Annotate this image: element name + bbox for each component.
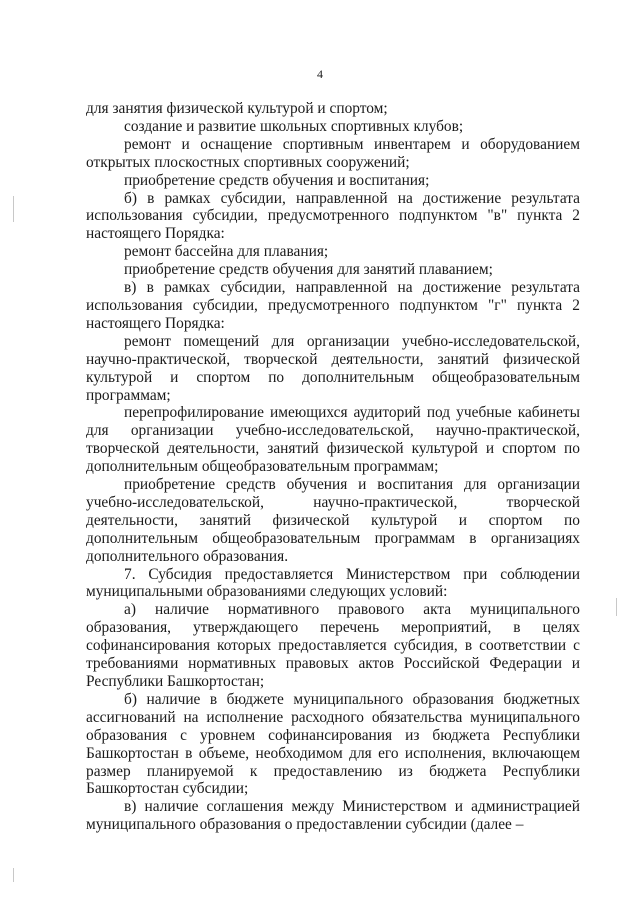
paragraph: создание и развитие школьных спортивных клубов; bbox=[124, 117, 464, 135]
paragraph: ремонт и оснащение спортивным инвентарем и оборудованием открытых плоскостных спортивных сооружений; bbox=[86, 135, 580, 171]
paragraph: в) наличие соглашения между Министерством и администрацией муниципального образования о предоставлении субсидии (далее – bbox=[86, 798, 580, 834]
paragraph: ремонт бассейна для плавания; bbox=[124, 243, 329, 261]
paragraph: б) в рамках субсидии, направленной на достижение результата использования субсидии, предусмотренного подпунктом "в" пункта 2 настоящего Порядка: bbox=[86, 189, 580, 243]
paragraph: б) наличие в бюджете муниципального образования бюджетных ассигнований на исполнение расходного обязательства муниципального образования с уровнем софинансирования из бюджета Республики Башкортостан в объеме, необходимом для его исполнения, включающем размер планируемой к предоставлению из бюджета Республики Башкортостан субсидии; bbox=[86, 690, 580, 798]
paragraph: а) наличие нормативного правового акта муниципального образования, утверждающего перечень мероприятий, в целях софинансирования которых предоставляется субсидия, в соответствии с требованиями нормативных правовых актов Российской Федерации и Республики Башкортостан; bbox=[86, 601, 580, 690]
paragraph-continuation: для занятия физической культурой и спортом; bbox=[86, 100, 388, 117]
document-body bbox=[86, 100, 580, 834]
paragraph: приобретение средств обучения и воспитания для организации учебно-исследовательской, научно-практической, творческой деятельности, занятий физической культурой и спортом по дополнительным общеобразовательным программам в организациях дополнительного образования. bbox=[86, 476, 580, 565]
paragraph: в) в рамках субсидии, направленной на достижение результата использования субсидии, предусмотренного подпунктом "г" пункта 2 настоящего Порядка: bbox=[86, 279, 580, 332]
page-number: 4 bbox=[317, 67, 323, 81]
margin-mark-right bbox=[616, 598, 617, 616]
margin-mark-left bbox=[13, 196, 14, 222]
margin-mark-left-bottom bbox=[13, 868, 14, 882]
paragraph: приобретение средств обучения и воспитания; bbox=[124, 171, 430, 189]
paragraph: перепрофилирование имеющихся аудиторий под учебные кабинеты для организации учебно-исследовательской, научно-практической, творческой деятельности, занятий физической культурой и спортом по дополнительным общеобразовательным программам; bbox=[86, 404, 580, 476]
paragraph: 7. Субсидия предоставляется Министерством при соблюдении муниципальными образованиями следующих условий: bbox=[86, 565, 580, 601]
paragraph: приобретение средств обучения для занятий плаванием; bbox=[124, 261, 493, 279]
paragraph: ремонт помещений для организации учебно-исследовательской, научно-практической, творческой деятельности, занятий физической культурой и спортом по дополнительным общеобразовательным программам; bbox=[86, 332, 580, 404]
